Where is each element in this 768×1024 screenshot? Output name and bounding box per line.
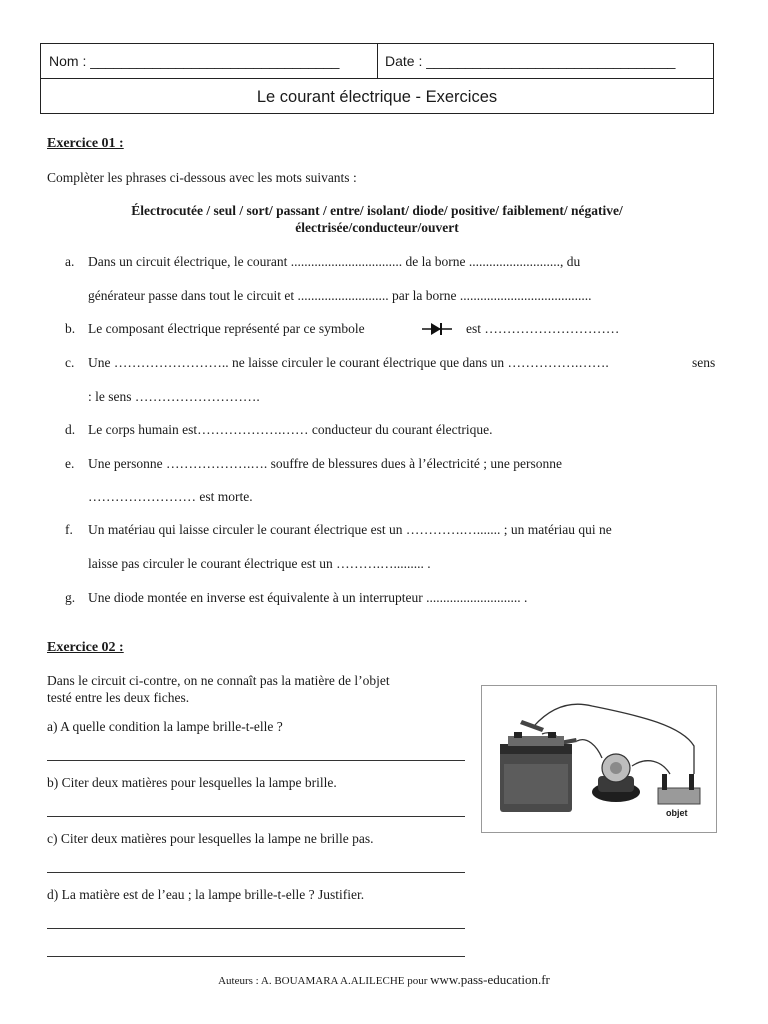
footer xyxy=(0,972,768,988)
item-d-letter: d. xyxy=(65,422,76,437)
circuit-figure xyxy=(481,685,717,833)
footer-authors: Auteurs : A. BOUAMARA A.ALILECHE pour xyxy=(218,975,428,987)
item-b-letter: b. xyxy=(65,321,76,336)
item-a-line2: générateur passe dans tout le circuit et ........................... par la borne ....................................... xyxy=(88,288,592,303)
item-d-line: Le corps humain est……………….…… conducteur du courant électrique. xyxy=(88,422,493,437)
item-e-line1: Une personne ……………….…. souffre de blessures dues à l’électricité ; une personne xyxy=(88,456,562,471)
item-c-letter: c. xyxy=(65,355,75,370)
item-c-line2: : le sens ………………………. xyxy=(88,389,260,404)
item-f-letter: f. xyxy=(65,522,73,537)
header-separator xyxy=(377,44,378,78)
item-a-letter: a. xyxy=(65,254,75,269)
ex2-heading: Exercice 02 : xyxy=(47,640,124,655)
question-d: d) La matière est de l’eau ; la lampe brille-t-elle ? Justifier. xyxy=(47,887,365,902)
ex1-instruction: Complèter les phrases ci-dessous avec les mots suivants : xyxy=(47,170,357,185)
answer-line-b[interactable] xyxy=(47,816,465,817)
header-box xyxy=(40,43,714,114)
question-b: b) Citer deux matières pour lesquelles la lampe brille. xyxy=(47,775,337,790)
ex1-words-line1: Électrocutée / seul / sort/ passant / entre/ isolant/ diode/ positive/ faiblement/ négative/ xyxy=(131,203,623,218)
diode-symbol-icon xyxy=(422,321,452,337)
item-g-line: Une diode montée en inverse est équivalente à un interrupteur ............................ . xyxy=(88,590,528,605)
question-a: a) A quelle condition la lampe brille-t-elle ? xyxy=(47,719,283,734)
footer-site-link[interactable]: www.pass-education.fr xyxy=(430,972,550,987)
figure-label-objet: objet xyxy=(666,808,688,818)
item-g-letter: g. xyxy=(65,590,76,605)
ex1-heading: Exercice 01 : xyxy=(47,136,124,151)
item-c-line1: Une …………………….. ne laisse circuler le courant électrique que dans un …………….……. xyxy=(88,355,609,370)
page-title: Le courant électrique - Exercices xyxy=(256,88,498,106)
item-a-line1: Dans un circuit électrique, le courant ................................. de la borne ..........................., du xyxy=(88,254,581,269)
item-b-text1: Le composant électrique représenté par ce symbole xyxy=(88,321,365,336)
item-b-text2: est ………………………… xyxy=(466,321,620,336)
item-e-letter: e. xyxy=(65,456,75,471)
date-field[interactable]: Date : ________________________________ xyxy=(385,53,676,69)
item-f-line1: Un matériau qui laisse circuler le courant électrique est un ………….…....... ; un matériau qui ne xyxy=(88,522,612,537)
item-e-line2: …………………… est morte. xyxy=(88,489,253,504)
answer-line-a[interactable] xyxy=(47,760,465,761)
item-c-sens: sens xyxy=(692,355,716,370)
nom-field[interactable]: Nom : ________________________________ xyxy=(49,53,340,69)
ex2-intro-line1: Dans le circuit ci-contre, on ne connaît pas la matière de l’objet xyxy=(47,673,390,688)
answer-line-d2[interactable] xyxy=(47,956,465,957)
item-f-line2: laisse pas circuler le courant électrique est un ……….…......... . xyxy=(88,556,431,571)
answer-line-c[interactable] xyxy=(47,872,465,873)
ex1-words-line2: électrisée/conducteur/ouvert xyxy=(295,220,459,235)
answer-line-d1[interactable] xyxy=(47,928,465,929)
ex2-intro-line2: testé entre les deux fiches. xyxy=(47,690,190,705)
question-c: c) Citer deux matières pour lesquelles la lampe ne brille pas. xyxy=(47,831,374,846)
